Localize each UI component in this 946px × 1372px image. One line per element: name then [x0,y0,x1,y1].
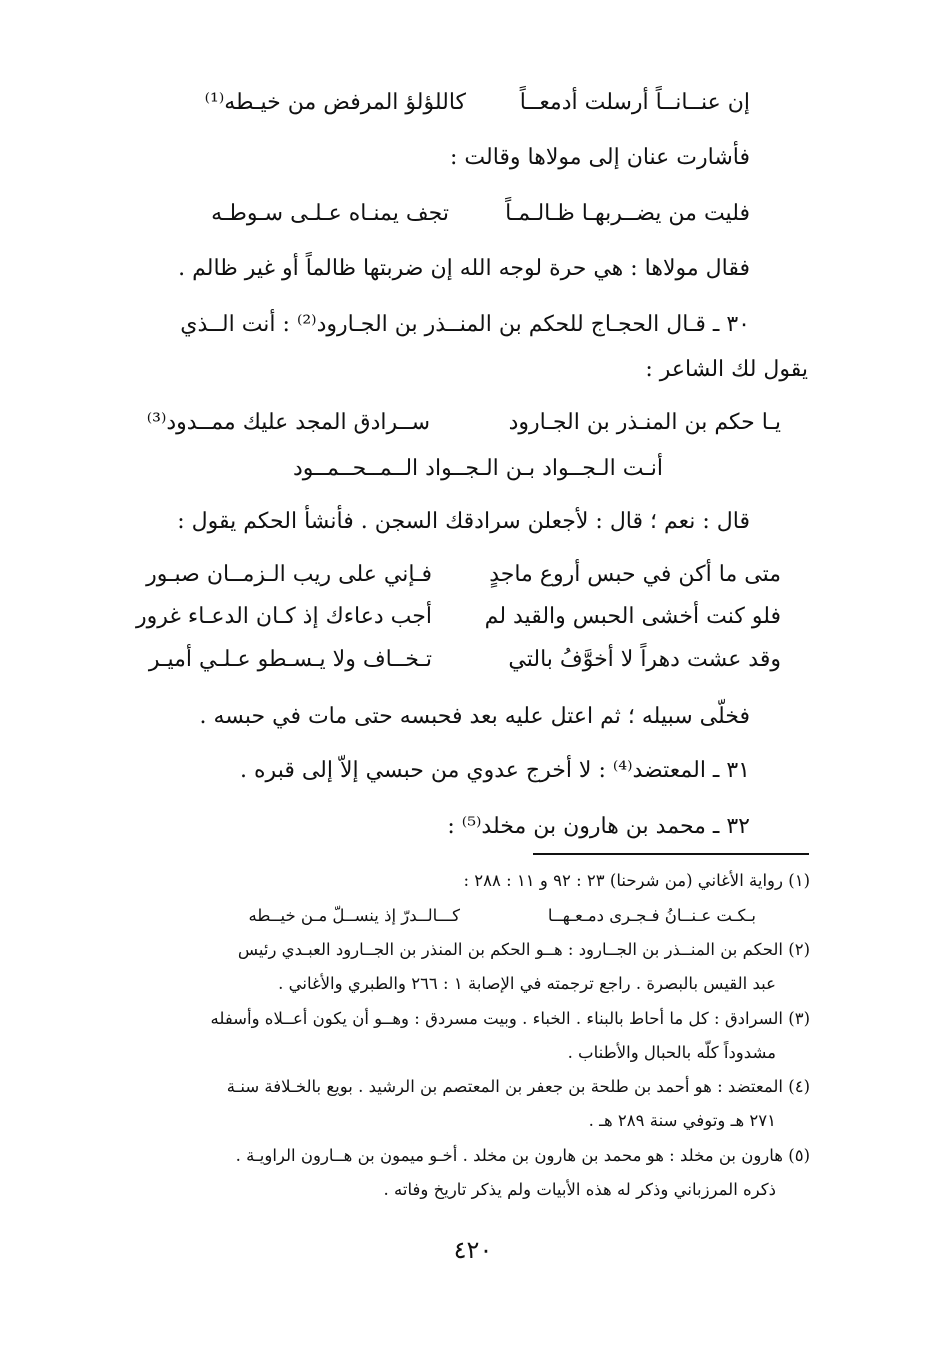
verse-1-right: إن عنــانــاً أرسلت أدمعــاً [519,90,750,115]
verse-3-left: ســرادق المجد عليك ممــدود⁽³⁾ [146,410,430,435]
verse-4-left: فـإني على ريب الـزمــان صبـور [146,562,432,587]
paragraph-31: ٣١ ـ المعتضد⁽⁴⁾ : لا أخرج عدوي من حبسي إلاّ إلى قبره . [240,758,750,783]
verse-6-left: تـخــاف ولا يـسـطو عـلـي أميـر [148,647,432,672]
footnote-2-line-1: (٢) الحكم بن المنــذر بن الجــارود : هــو الحكم بن المنذر بن الجــارود العبـدي رئيس [237,940,810,959]
prose-line-3: فقال مولاها : هي حرة لوجه الله إن ضربتها ظالماً أو غير ظالم . [178,256,750,281]
paragraph-30-line-1: ٣٠ ـ قـال الحجـاج للحكم بن المنــذر بن الجـارود⁽²⁾ : أنت الــذي [180,312,750,337]
footnote-separator [533,853,809,855]
footnote-4-line-2: ٢٧١ هـ وتوفي سنة ٢٨٩ هـ . [588,1111,776,1130]
verse-5-left: أجب دعاءك إذ كـان الدعـاء غرور [136,604,432,629]
footnote-1-line-1: (١) رواية الأغاني (من شرحنا) ٢٣ : ٩٢ و ١١ : ٢٨٨ : [463,871,810,890]
verse-4-right: متى ما أكن في حبس أروع ماجدٍ [489,562,781,587]
verse-2-left: تجف يمنـاه عـلـى سـوطـه [211,201,449,226]
verse-6-right: وقد عشت دهراً لا أخوَّفُ بالتي [508,647,781,672]
prose-line-5: فخلّى سبيله ؛ ثم اعتل عليه بعد فحبسه حتى مات في حبسه . [199,704,750,729]
footnote-4-line-1: (٤) المعتضد : هو أحمد بن طلحة بن جعفر بن المعتصم بن الرشيد . بويع بالخـلافة سنـة [226,1077,810,1096]
prose-line-4: قال : نعم ؛ قال : لأجعلن سرادقك السجن . فأنشأ الحكم يقول : [177,509,750,534]
verse-2-right: فليت من يضــربهـا ظـالـمـاً [505,201,750,226]
verse-5-right: فلو كنت أخشى الحبس والقيد لم [484,604,781,629]
footnote-5-line-1: (٥) هارون بن مخلد : هو محمد بن هارون بن مخلد . أخـو ميمون بن هــارون الراويـة . [235,1146,810,1165]
footnote-2-line-2: عبد القيس بالبصرة . راجع ترجمته في الإصابة ١ : ٢٦٦ والطبري والأغاني . [278,974,776,993]
paragraph-32: ٣٢ ـ محمد بن هارون بن مخلد⁽⁵⁾ : [447,814,750,839]
footnote-3-line-2: مشدوداً كلّه بالحبال والأطناب . [567,1043,776,1062]
paragraph-30-line-2: يقول لك الشاعر : [645,357,808,382]
footnote-5-line-2: ذكره المرزباني وذكر له هذه الأبيات ولم يذكر تاريخ وفاته . [383,1180,776,1199]
page-number: ٤٢٠ [453,1236,493,1264]
footnote-3-line-1: (٣) السرادق : كل ما أحاط بالبناء . الخباء . وبيت مسردق : وهــو أن يكون أعــلاه وأسفله [210,1009,810,1028]
verse-3-right: يـا حكم بن المنـذر بن الجـارود [508,410,781,435]
footnote-1-verse-right: بـكـت عـنــانُ فـجـرى دمـعـهــا [547,906,756,925]
verse-3-second-line: أنـت الـجــواد بـن الـجــواد الــمــحــمــود [292,456,663,481]
footnote-1-verse-left: كـــالــدرّ إذ ينســلّ مـن خيــطه [248,906,460,925]
verse-1-left: كاللؤلؤ المرفض من خيـطه⁽¹⁾ [204,90,466,115]
prose-line-2: فأشارت عنان إلى مولاها وقالت : [450,145,750,170]
